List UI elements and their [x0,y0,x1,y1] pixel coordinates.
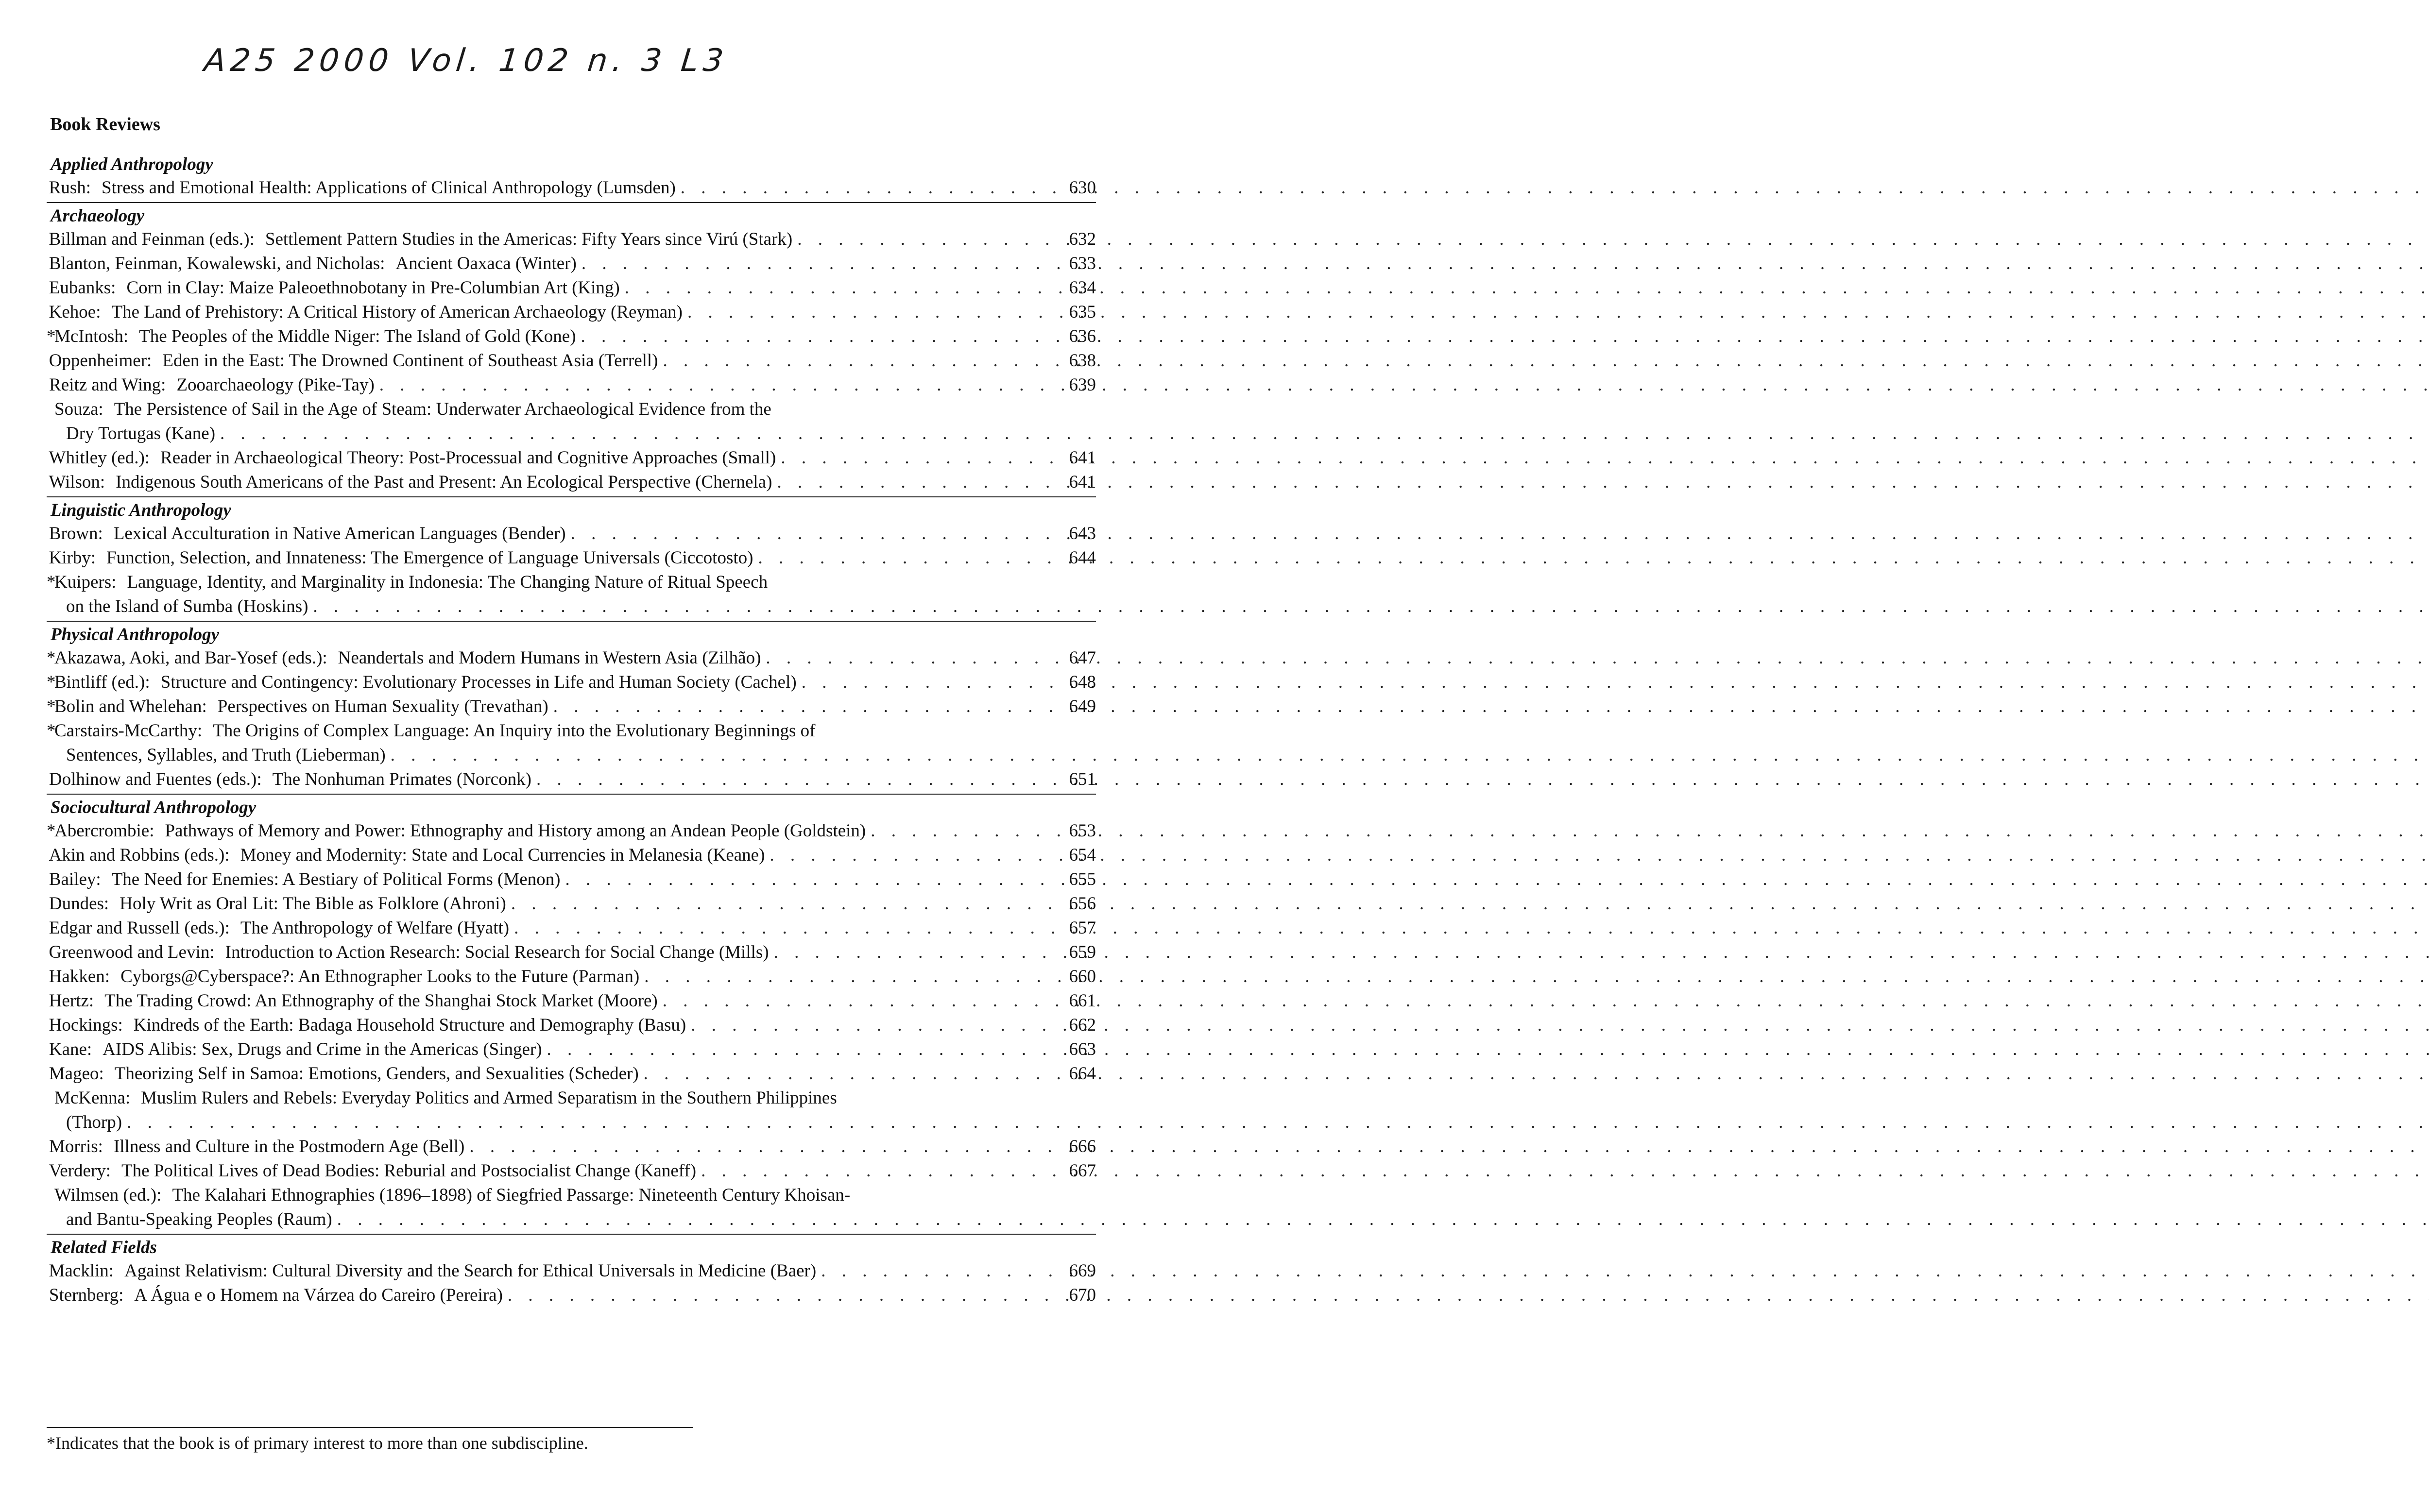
entry-title: The Origins of Complex Language: An Inquiry into the Evolutionary Beginnings of [213,721,816,741]
entry-page-number: 643 [1069,524,1096,544]
dot-leader [802,670,2429,695]
entry-page-number: 660 [1069,967,1096,986]
review-entry [47,397,1096,446]
footnote: *Indicates that the book is of primary interest to more than one subdiscipline. [47,1433,588,1453]
entry-author: Hockings: [49,1015,123,1035]
entry-title: Reader in Archaeological Theory: Post-Processual and Cognitive Approaches (Small) [160,448,776,468]
review-entry [47,446,1096,470]
dot-leader [220,422,2429,446]
page-heading: Book Reviews [50,114,160,135]
section-title: Sociocultural Anthropology [51,798,257,817]
entry-author: Sternberg: [49,1285,124,1305]
review-section [47,496,1096,619]
review-entry [47,570,1096,619]
dot-leader [625,276,2429,300]
entry-page-number: 669 [1069,1261,1096,1281]
dot-leader [663,989,2429,1013]
dot-leader [547,1037,2429,1062]
entry-title: The Need for Enemies: A Bestiary of Political Forms (Menon) [111,869,561,889]
entry-title: Stress and Emotional Health: Applications of Clinical Anthropology (Lumsden) [102,178,676,198]
entry-title: Pathways of Memory and Power: Ethnography and History among an Andean People (Goldstein) [165,821,866,841]
entry-title: Indigenous South Americans of the Past and Present: An Ecological Perspective (Chernela) [116,472,772,492]
entry-title-continued: Dry Tortugas (Kane) [66,424,216,443]
entry-title: The Peoples of the Middle Niger: The Island of Gold (Kone) [139,326,576,346]
entry-title-continued: (Thorp) [66,1112,122,1132]
entry-author: Macklin: [49,1261,114,1281]
entry-author: Wilson: [49,472,105,492]
dot-leader [781,446,2429,470]
dot-leader [774,940,2429,965]
review-entry [47,646,1096,670]
dot-leader [681,176,2429,200]
footnote-divider [47,1427,693,1428]
review-entry [47,1062,1096,1086]
entry-author: Dolhinow and Fuentes (eds.): [49,769,262,789]
entry-title: Lexical Acculturation in Native American Languages (Bender) [113,524,566,544]
entry-page-number: 661 [1069,991,1096,1011]
review-entry [47,1183,1096,1232]
entry-title: Introduction to Action Research: Social Research for Social Change (Mills) [225,942,769,962]
multi-subdiscipline-marker: * [47,572,56,592]
dot-leader [337,1207,2429,1232]
review-entry [47,546,1096,570]
entry-page-number: 647 [1069,648,1096,668]
entry-page-number: 651 [1069,769,1096,789]
entry-page-number: 641 [1069,472,1096,492]
entry-title: The Persistence of Sail in the Age of Steam: Underwater Archaeological Evidence from the [114,399,771,419]
entry-author: Carstairs-McCarthy: [54,721,203,741]
entry-page-number: 656 [1069,894,1096,914]
entry-title: Illness and Culture in the Postmodern Age (Bell) [113,1137,465,1156]
entry-page-number: 667 [1069,1161,1096,1181]
entry-title: The Anthropology of Welfare (Hyatt) [240,918,510,938]
dot-leader [766,646,2429,670]
dot-leader [758,546,2429,570]
dot-leader [514,916,2429,940]
review-entry [47,349,1096,373]
entry-page-number: 638 [1069,351,1096,371]
entry-page-number: 666 [1069,1137,1096,1156]
entry-author: Billman and Feinman (eds.): [49,229,255,249]
entry-title: Neandertals and Modern Humans in Western Asia (Zilhão) [338,648,761,668]
review-entry [47,940,1096,965]
handwritten-header-note: A25 2000 Vol. 102 n. 3 L3 [202,43,730,79]
entry-author: Mageo: [49,1064,104,1084]
entry-author: Akazawa, Aoki, and Bar-Yosef (eds.): [54,648,327,668]
entry-page-number: 654 [1069,845,1096,865]
entry-title: The Trading Crowd: An Ethnography of the Shanghai Stock Market (Moore) [104,991,658,1011]
dot-leader [582,252,2429,276]
entry-title: Kindreds of the Earth: Badaga Household Structure and Demography (Basu) [133,1015,686,1035]
entry-author: Kirby: [49,548,96,568]
multi-subdiscipline-marker: * [47,326,56,346]
dot-leader [553,695,2429,719]
review-entry [47,324,1096,349]
entry-title: Function, Selection, and Innateness: The Emergence of Language Universals (Ciccotosto) [106,548,753,568]
entry-title: Eden in the East: The Drowned Continent of Southeast Asia (Terrell) [162,351,658,371]
dot-leader [313,595,2429,619]
entry-page-number: 670 [1069,1285,1096,1305]
entry-title: Against Relativism: Cultural Diversity and the Search for Ethical Universals in Medicine (Baer) [124,1261,817,1281]
entry-title-continued: on the Island of Sumba (Hoskins) [66,596,308,616]
entry-author: Dundes: [49,894,109,914]
entry-page-number: 636 [1069,326,1096,346]
entry-title: The Kalahari Ethnographies (1896–1898) of Siegfried Passarge: Nineteenth Century Khoisan- [172,1185,851,1205]
review-entry [47,843,1096,867]
entry-author: Blanton, Feinman, Kowalewski, and Nicholas: [49,254,385,273]
dot-leader [770,843,2429,867]
entry-author: Greenwood and Levin: [49,942,215,962]
entry-title: Theorizing Self in Samoa: Emotions, Genders, and Sexualities (Scheder) [114,1064,639,1084]
dot-leader [581,324,2429,349]
entry-author: Eubanks: [49,278,116,298]
entry-author: Hakken: [49,967,110,986]
entry-page-number: 641 [1069,448,1096,468]
entry-author: Souza: [54,399,103,419]
review-entry [47,470,1096,494]
multi-subdiscipline-marker: * [47,697,56,716]
entry-author: Hertz: [49,991,94,1011]
entry-page-number: 662 [1069,1015,1096,1035]
review-entry [47,1283,1096,1308]
entry-author: Morris: [49,1137,103,1156]
review-entry [47,1086,1096,1135]
entry-title: Money and Modernity: State and Local Currencies in Melanesia (Keane) [240,845,765,865]
entry-title: Cyborgs@Cyberspace?: An Ethnographer Looks to the Future (Parman) [120,967,640,986]
entry-title-continued: Sentences, Syllables, and Truth (Lieberman) [66,745,386,765]
entry-page-number: 639 [1069,375,1096,395]
dot-leader [508,1283,2429,1308]
entry-title: Holy Writ as Oral Lit: The Bible as Folklore (Ahroni) [120,894,506,914]
entry-author: Whitley (ed.): [49,448,150,468]
book-reviews-list [47,153,1096,1309]
entry-page-number: 632 [1069,229,1096,249]
entry-author: Bailey: [49,869,101,889]
entry-title: Language, Identity, and Marginality in Indonesia: The Changing Nature of Ritual Speech [127,572,768,592]
review-entry [47,670,1096,695]
dot-leader [571,522,2429,546]
entry-page-number: 657 [1069,918,1096,938]
entry-title: Structure and Contingency: Evolutionary Processes in Life and Human Society (Cachel) [160,672,797,692]
review-entry [47,892,1096,916]
multi-subdiscipline-marker: * [47,721,56,741]
entry-author: Bolin and Whelehan: [54,697,207,716]
dot-leader [536,767,2429,792]
review-entry [47,1259,1096,1283]
entry-author: Rush: [49,178,91,198]
entry-page-number: 633 [1069,254,1096,273]
review-entry [47,965,1096,989]
review-section [47,202,1096,494]
entry-author: Wilmsen (ed.): [54,1185,162,1205]
entry-page-number: 634 [1069,278,1096,298]
review-entry [47,695,1096,719]
dot-leader [691,1013,2429,1037]
review-entry [47,1135,1096,1159]
review-section [47,1234,1096,1308]
review-entry [47,767,1096,792]
review-entry [47,719,1096,767]
review-entry [47,819,1096,843]
entry-title: The Political Lives of Dead Bodies: Reburial and Postsocialist Change (Kaneff) [121,1161,697,1181]
entry-title: The Nonhuman Primates (Norconk) [272,769,531,789]
review-entry [47,373,1096,397]
dot-leader [871,819,2429,843]
review-entry [47,522,1096,546]
review-section [47,153,1096,200]
section-title: Related Fields [51,1238,157,1257]
entry-title: The Land of Prehistory: A Critical History of American Archaeology (Reyman) [111,302,683,322]
entry-title-continued: and Bantu-Speaking Peoples (Raum) [66,1209,332,1229]
review-section [47,621,1096,792]
entry-author: Verdery: [49,1161,111,1181]
entry-author: Oppenheimer: [49,351,152,371]
review-entry [47,252,1096,276]
entry-title: Settlement Pattern Studies in the Americas: Fifty Years since Virú (Stark) [265,229,793,249]
entry-title: Ancient Oaxaca (Winter) [395,254,577,273]
dot-leader [663,349,2429,373]
review-entry [47,916,1096,940]
dot-leader [391,743,2429,767]
entry-author: Kuipers: [54,572,117,592]
entry-page-number: 664 [1069,1064,1096,1084]
entry-page-number: 655 [1069,869,1096,889]
entry-author: Kane: [49,1039,92,1059]
multi-subdiscipline-marker: * [47,672,56,692]
entry-author: Akin and Robbins (eds.): [49,845,230,865]
entry-author: Reitz and Wing: [49,375,166,395]
dot-leader [777,470,2429,494]
section-title: Physical Anthropology [51,625,220,645]
review-entry [47,227,1096,252]
review-entry [47,989,1096,1013]
entry-page-number: 630 [1069,178,1096,198]
section-title: Applied Anthropology [51,154,213,174]
dot-leader [644,1062,2429,1086]
dot-leader [469,1135,2429,1159]
section-title: Linguistic Anthropology [51,500,231,520]
section-title: Archaeology [51,206,145,226]
entry-title: Zooarchaeology (Pike-Tay) [176,375,375,395]
entry-title: Corn in Clay: Maize Paleoethnobotany in Pre-Columbian Art (King) [126,278,620,298]
entry-page-number: 644 [1069,548,1096,568]
dot-leader [644,965,2429,989]
multi-subdiscipline-marker: * [47,821,56,841]
entry-page-number: 648 [1069,672,1096,692]
entry-author: McKenna: [54,1088,131,1108]
dot-leader [797,227,2429,252]
review-entry [47,300,1096,324]
review-entry [47,1037,1096,1062]
entry-title: A Água e o Homem na Várzea do Careiro (Pereira) [134,1285,503,1305]
entry-author: Edgar and Russell (eds.): [49,918,230,938]
review-entry [47,276,1096,300]
review-entry [47,1159,1096,1183]
entry-title: AIDS Alibis: Sex, Drugs and Crime in the Americas (Singer) [103,1039,542,1059]
review-entry [47,1013,1096,1037]
dot-leader [701,1159,2429,1183]
dot-leader [511,892,2429,916]
entry-author: Bintliff (ed.): [54,672,150,692]
entry-author: Abercrombie: [54,821,154,841]
entry-title: Perspectives on Human Sexuality (Trevathan) [217,697,548,716]
entry-page-number: 635 [1069,302,1096,322]
entry-author: McIntosh: [54,326,129,346]
review-section [47,794,1096,1232]
entry-author: Kehoe: [49,302,101,322]
entry-page-number: 653 [1069,821,1096,841]
review-entry [47,867,1096,892]
multi-subdiscipline-marker: * [47,648,56,668]
entry-page-number: 649 [1069,697,1096,716]
entry-page-number: 663 [1069,1039,1096,1059]
dot-leader [127,1110,2429,1135]
dot-leader [687,300,2429,324]
dot-leader [379,373,2429,397]
entry-title: Muslim Rulers and Rebels: Everyday Politics and Armed Separatism in the Southern Philippines [141,1088,837,1108]
entry-author: Brown: [49,524,103,544]
dot-leader [565,867,2429,892]
review-entry [47,176,1096,200]
entry-page-number: 659 [1069,942,1096,962]
